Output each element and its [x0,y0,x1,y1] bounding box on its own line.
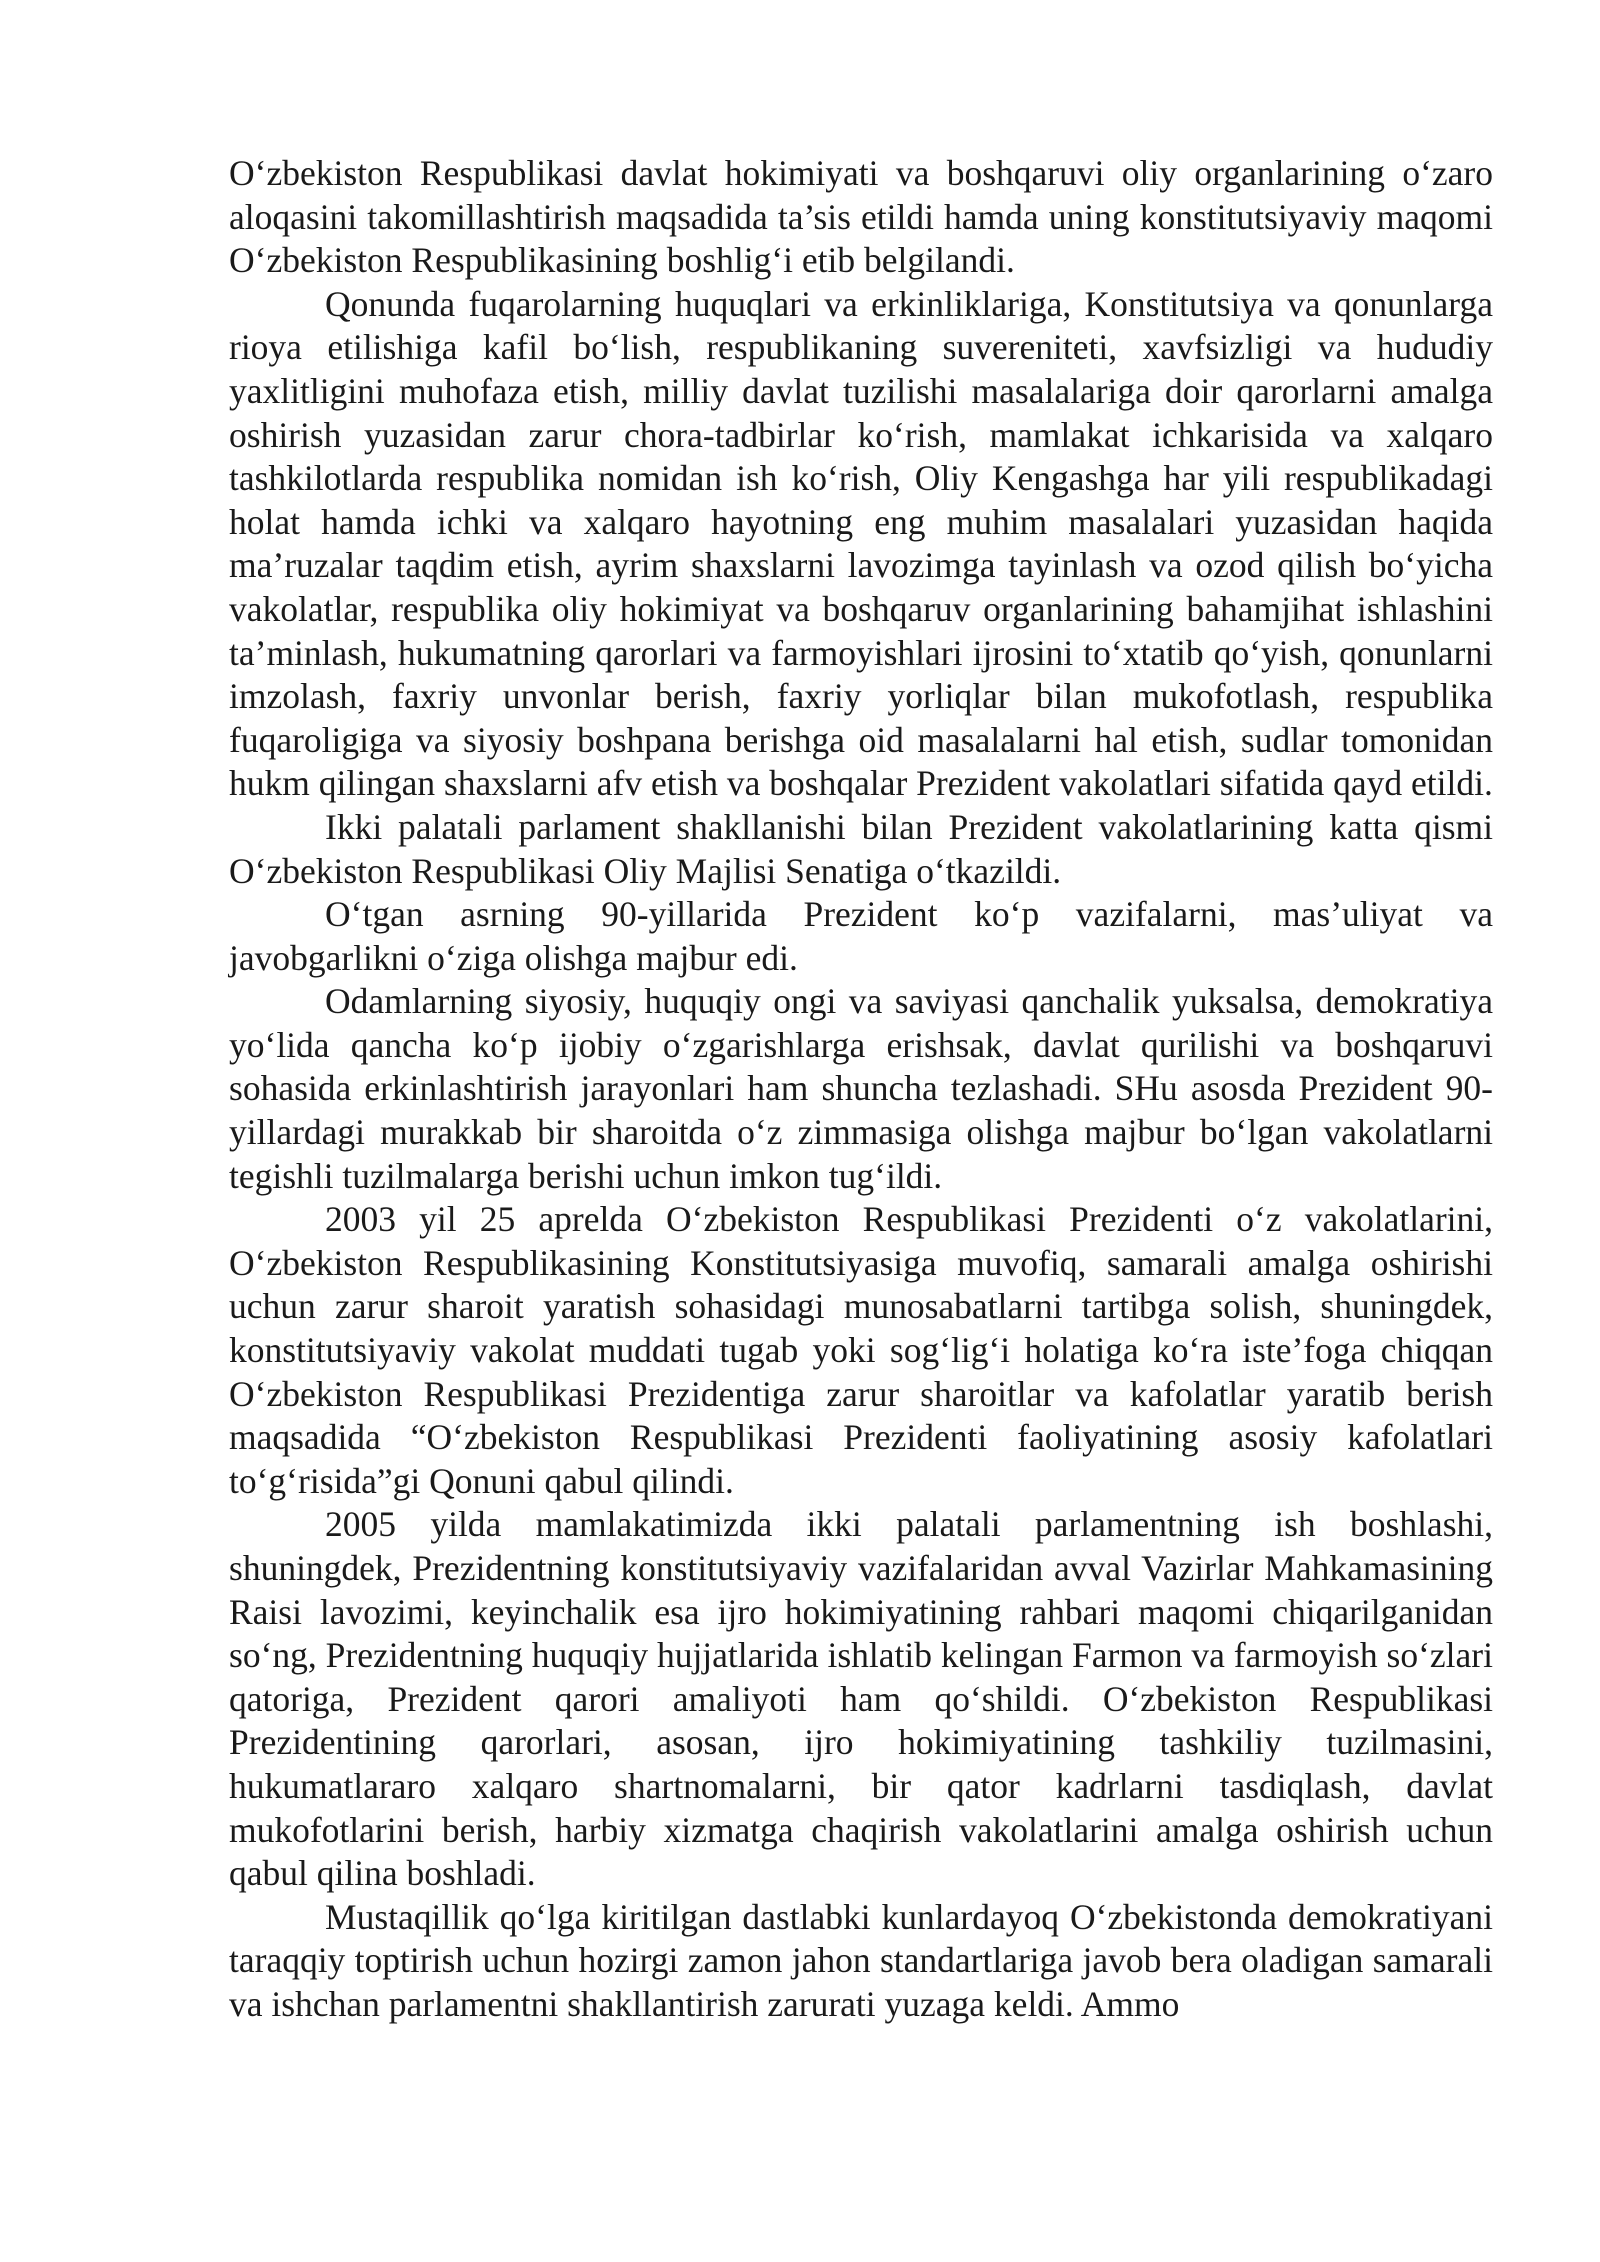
paragraph-bicameral-parliament: Ikki palatali parlament shakllanishi bilan Prezident vakolatlarining katta qismi O‘zbekiston Respublikasi Oliy Majlisi Senatiga o‘tkazildi. [229,806,1493,891]
paragraph-90s-duties: O‘tgan asrning 90-yillarida Prezident ko‘p vazifalarni, mas’uliyat va javobgarlikni o‘ziga olishga majbur edi. [229,894,1493,978]
paragraph-2003-law: 2003 yil 25 aprelda O‘zbekiston Respublikasi Prezidenti o‘z vakolatlarini, O‘zbekiston Respublikasining Konstitutsiyasiga muvofiq, samarali amalga oshirishi uchun zarur sharoit yaratish sohasidagi munosabatlarni tartibga solish, shuningdek, konstitutsiyaviy vakolat muddati tugab yoki sog‘lig‘i holatiga ko‘ra iste’foga chiqqan O‘zbekiston Respublikasi Prezidentiga zarur sharoitlar va kafolatlar yaratib berish maqsadida “O‘zbekiston Respublikasi Prezidenti faoliyatining asosiy kafolatlari to‘g‘risida”gi Qonuni qabul qilindi. [229,1199,1493,1501]
paragraph-2005-decisions: 2005 yilda mamlakatimizda ikki palatali parlamentning ish boshlashi, shuningdek, Prezidentning konstitutsiyaviy vazifalaridan avval Vazirlar Mahkamasining Raisi lavozimi, keyinchalik esa ijro hokimiyatining rahbari maqomi chiqarilganidan so‘ng, Prezidentning huquqiy hujjatlarida ishlatib kelingan Farmon va farmoyish so‘zlari qatoriga, Prezident qarori amaliyoti ham qo‘shildi. O‘zbekiston Respublikasi Prezidentining qarorlari, asosan, ijro hokimiyatining tashkiliy tuzilmasini, hukumatlararo xalqaro shartnomalarni, bir qator kadrlarni tasdiqlash, davlat mukofotlarini berish, harbiy xizmatga chaqirish vakolatlarini amalga oshirish uchun qabul qilina boshladi. [229,1504,1493,1894]
paragraph-independence-parliament: Mustaqillik qo‘lga kiritilgan dastlabki kunlardayoq O‘zbekistonda demokratiyani taraqqiy toptirish uchun hozirgi zamon jahon standartlariga javob bera oladigan samarali va ishchan parlamentni shakllantirish zarurati yuzaga keldi. Ammo [229,1896,1493,2024]
paragraph-president-powers: Qonunda fuqarolarning huquqlari va erkinliklariga, Konstitutsiya va qonunlarga rioya etilishiga kafil bo‘lish, respublikaning suvereniteti, xavfsizligi va hududiy yaxlitligini muhofaza etish, milliy davlat tuzilishi masalalariga doir qarorlarni amalga oshirish yuzasidan zarur chora-tadbirlar ko‘rish, mamlakat ichkarisida va xalqaro tashkilotlarda respublika nomidan ish ko‘rish, Oliy Kengashga har yili respublikadagi holat hamda ichki va xalqaro hayotning eng muhim masalalari yuzasidan haqida ma’ruzalar taqdim etish, ayrim shaxslarni lavozimga tayinlash va ozod qilish bo‘yicha vakolatlar, respublika oliy hokimiyat va boshqaruv organlarining bahamjihat ishlashini ta’minlash, hukumatning qarorlari va farmoyishlari ijrosini to‘xtatib qo‘yish, qonunlarni imzolash, faxriy unvonlar berish, faxriy yorliqlar bilan mukofotlash, respublika fuqaroligiga va siyosiy boshpana berishga oid masalalarni hal etish, sudlar tomonidan hukm qilingan shaxslarni afv etish va boshqalar Prezident vakolatlari sifatida qayd etildi. [229,283,1493,804]
document-page [229,152,1493,2027]
paragraph-political-awareness: Odamlarning siyosiy, huquqiy ongi va saviyasi qanchalik yuksalsa, demokratiya yo‘lida qancha ko‘p ijobiy o‘zgarishlarga erishsak, davlat qurilishi va boshqaruvi sohasida erkinlashtirish jarayonlari ham shuncha tezlashadi. SHu asosda Prezident 90-yillardagi murakkab bir sharoitda o‘z zimmasiga olishga majbur bo‘lgan vakolatlarni tegishli tuzilmalarga berishi uchun imkon tug‘ildi. [229,981,1493,1196]
paragraph-continuation: O‘zbekiston Respublikasi davlat hokimiyati va boshqaruvi oliy organlarining o‘zaro aloqasini takomillashtirish maqsadida ta’sis etildi hamda uning konstitutsiyaviy maqomi O‘zbekiston Respublikasining boshlig‘i etib belgilandi. [229,153,1493,281]
